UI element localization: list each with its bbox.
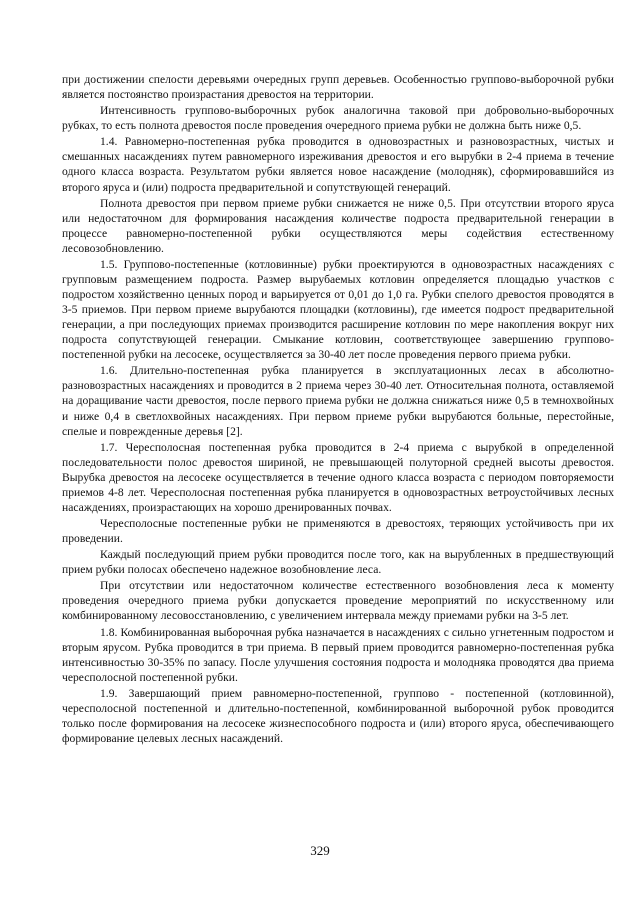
paragraph: 1.4. Равномерно-постепенная рубка проводится в одновозрастных и разновозрастных, чистых и смешанных насаждениях путем равномерного изреживания древостоя и его вырубки в 2-4 приема в течение одного класса возраста. Результатом рубки является новое насаждение (молодняк), сформировавшийся из второго яруса и (или) подроста предварительной и сопутствующей генераций. <box>62 135 614 194</box>
paragraph: При отсутствии или недостаточном количестве естественного возобновления леса к моменту проведения очередного приема рубки допускается проведение мероприятий по искусственному или комбинированному лесовосстановлению, с увеличением интервала между приемами рубки на 3-5 лет. <box>62 579 614 623</box>
paragraph: 1.6. Длительно-постепенная рубка планируется в эксплуатационных лесах в абсолютно-разновозрастных насаждениях и проводится в 2 приема через 30-40 лет. Относительная полнота, оставляемой на доращивание части древостоя, после первого приема рубки не должна снижаться ниже 0,5 в темнохвойных и ниже 0,4 в светлохвойных насаждениях. При первом приеме рубки вырубаются больные, перестойные, спелые и поврежденные деревья [2]. <box>62 364 614 438</box>
paragraph: 1.9. Завершающий прием равномерно-постепенной, группово - постепенной (котловинной), чересполосной постепенной и длительно-постепенной, комбинированной выборочной рубок проводится только после формирования на лесосеке жизнеспособного подроста и (или) второго яруса, обеспечивающего формирование целевых лесных насаждений. <box>62 686 614 746</box>
document-body <box>62 72 614 747</box>
paragraph: Каждый последующий прием рубки проводится после того, как на вырубленных в предшествующий прием рубки полосах обеспечено надежное возобновление леса. <box>62 548 614 577</box>
page-number: 329 <box>310 843 330 858</box>
paragraph: Полнота древостоя при первом приеме рубки снижается не ниже 0,5. При отсутствии второго яруса или недостаточном для формирования насаждения количестве подроста предварительной генерации в процессе равномерно-постепенной рубки осуществляются меры содействия естественному лесовозобновлению. <box>62 196 614 255</box>
paragraph: Чересполосные постепенные рубки не применяются в древостоях, теряющих устойчивость при их проведении. <box>62 517 614 546</box>
paragraph: 1.8. Комбинированная выборочная рубка назначается в насаждениях с сильно угнетенным подростом и вторым ярусом. Рубка проводится в три приема. В первый прием проводится равномерно-постепенная рубка интенсивностью 30-35% по запасу. После улучшения состояния подроста и молодняка проводятся два приема чересполосной постепенной рубки. <box>62 625 614 684</box>
paragraph: 1.7. Чересполосная постепенная рубка проводится в 2-4 приема с вырубкой в определенной последовательности полос древостоя шириной, не превышающей полуторной средней высоты древостоя. Вырубка древостоя на лесосеке осуществляется в течение одного класса возраста с периодом повторяемости приемов 4-8 лет. Чересполосная постепенная рубка планируется в одновозрастных ветроустойчивых лесных насаждениях, произрастающих на хорошо дренированных почвах. <box>62 440 614 514</box>
paragraph: при достижении спелости деревьями очередных групп деревьев. Особенностью группово-выборочной рубки является постоянство произрастания древостоя на территории. <box>62 73 614 102</box>
paragraph: 1.5. Группово-постепенные (котловинные) рубки проектируются в одновозрастных насаждениях с групповым размещением подроста. Размер вырубаемых котловин определяется площадью участков с подростом хозяйственно ценных пород и варьируется от 0,01 до 1,0 га. Рубки спелого древостоя проводятся в 3-5 приемов. При первом приеме вырубаются площадки (котловины), где имеется подрост предварительной генерации, а при последующих приемах производится расширение котловин по мере накопления вокруг них подроста сопутствующей генерации. Смыкание котловин, соответствующее завершению группово-постепенной рубки на лесосеке, осуществляется за 30-40 лет после проведения первого приема рубки. <box>62 257 614 362</box>
paragraph: Интенсивность группово-выборочных рубок аналогична таковой при добровольно-выборочных рубках, то есть полнота древостоя после проведения очередного приема рубки не должна быть ниже 0,5. <box>62 104 614 133</box>
